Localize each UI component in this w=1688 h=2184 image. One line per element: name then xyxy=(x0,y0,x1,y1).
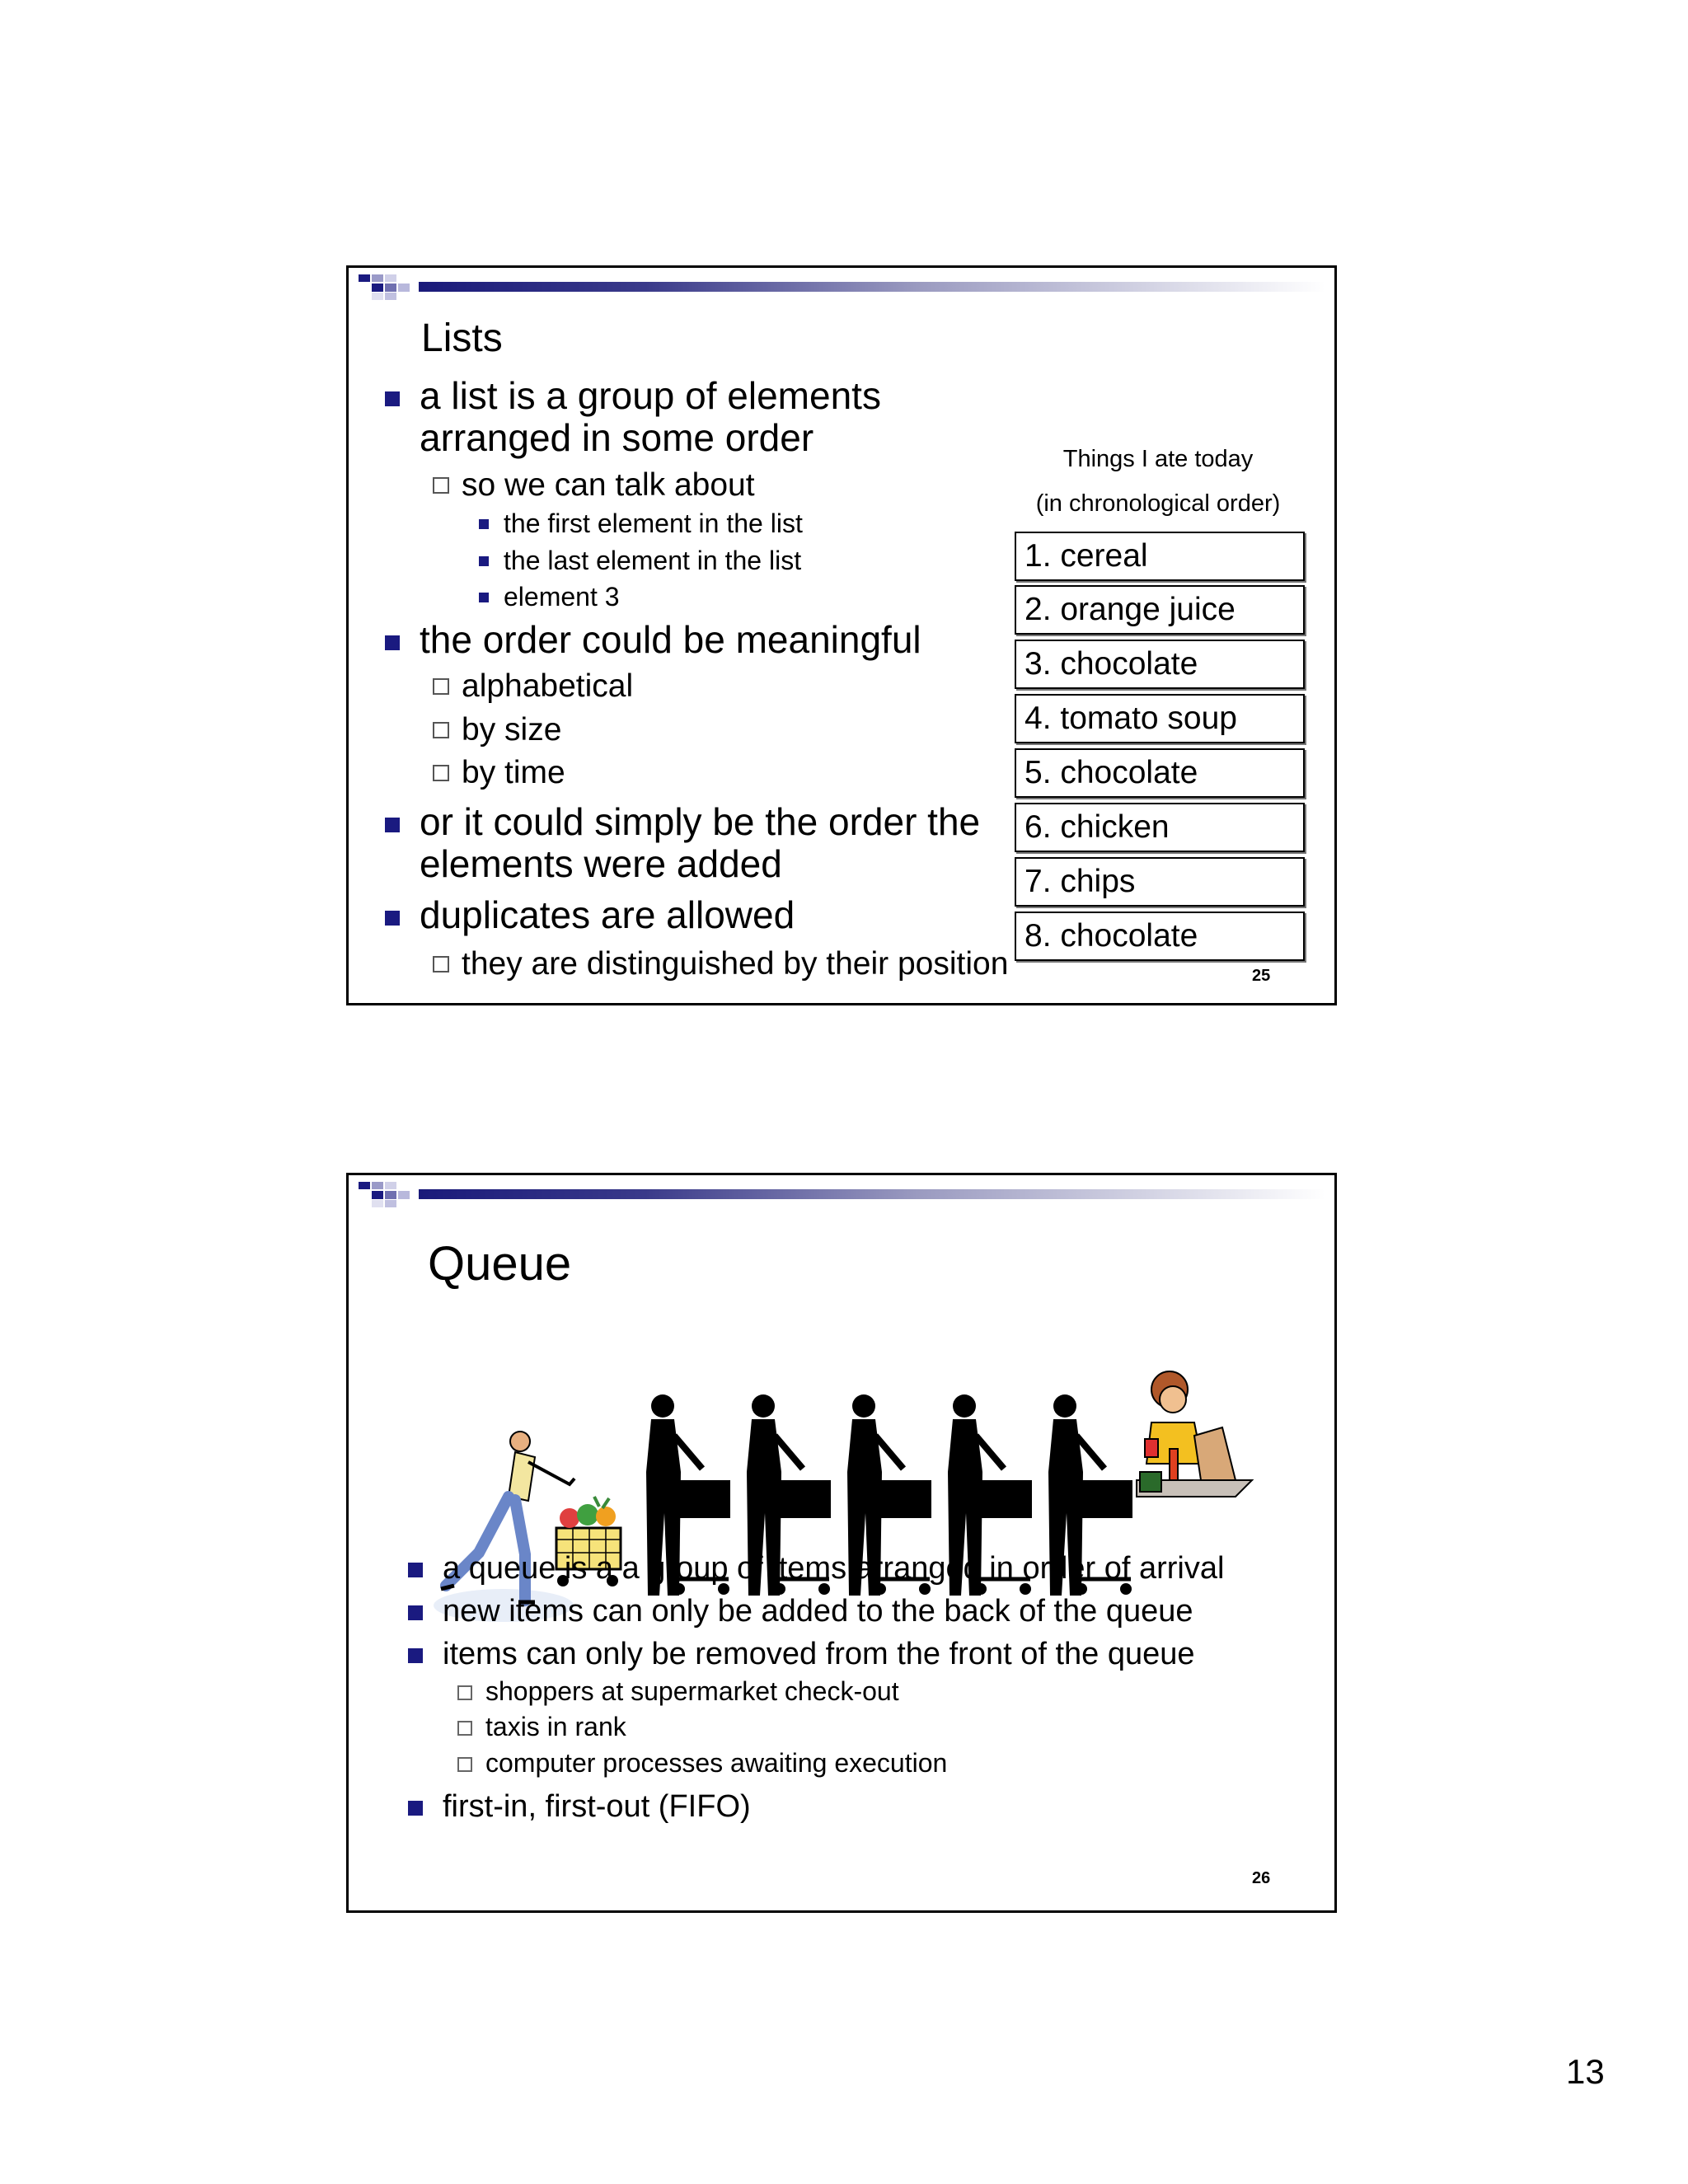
bullet-text: shoppers at supermarket check-out xyxy=(485,1676,899,1706)
list-item: 8. chocolate xyxy=(1015,912,1305,961)
bullet-text: taxis in rank xyxy=(485,1712,626,1741)
bullet-square-icon xyxy=(385,635,400,650)
bullet-square-icon xyxy=(479,556,489,566)
checkbox-bullet-icon xyxy=(433,477,449,494)
bullet-square-icon xyxy=(479,593,489,602)
slide-number: 26 xyxy=(1252,1869,1271,1887)
bullet-text: element 3 xyxy=(504,582,620,612)
bullet-text: the order could be meaningful xyxy=(420,618,921,661)
checkbox-bullet-icon xyxy=(433,722,449,738)
slide-number: 25 xyxy=(1252,967,1271,985)
slide-title: Lists xyxy=(421,316,503,360)
bullet-text: they are distinguished by their position xyxy=(462,946,1009,982)
bullet-square-icon xyxy=(385,818,400,832)
bullet-square-icon xyxy=(479,519,489,529)
list-item: 2. orange juice xyxy=(1015,585,1305,635)
checkbox-bullet-icon xyxy=(433,956,449,972)
bullet-square-icon xyxy=(408,1801,423,1816)
bullet-text: items can only be removed from the front of the queue xyxy=(443,1637,1195,1671)
list-item: 3. chocolate xyxy=(1015,640,1305,689)
bullet-text: alphabetical xyxy=(462,668,634,704)
bullet-text: computer processes awaiting execution xyxy=(485,1748,948,1778)
list-item: 7. chips xyxy=(1015,857,1305,907)
bullet-text: a list is a group of elements xyxy=(420,374,881,417)
list-item: 6. chicken xyxy=(1015,803,1305,852)
bullet-text: so we can talk about xyxy=(462,467,755,503)
list-caption: Things I ate today xyxy=(1062,446,1254,472)
bullet-text: arranged in some order xyxy=(420,416,814,459)
bullet-square-icon xyxy=(385,911,400,926)
slide-header-bar xyxy=(349,1175,1334,1208)
checkbox-bullet-icon xyxy=(457,1721,472,1736)
list-item: 4. tomato soup xyxy=(1015,694,1305,743)
checkbox-bullet-icon xyxy=(433,765,449,781)
bullet-square-icon xyxy=(408,1563,423,1577)
bullet-text: the last element in the list xyxy=(504,546,802,575)
page-number: 13 xyxy=(1566,2052,1605,2091)
bullet-text: elements were added xyxy=(420,842,782,885)
checkbox-bullet-icon xyxy=(433,678,449,695)
bullet-square-icon xyxy=(408,1605,423,1620)
cashier-icon xyxy=(1137,1371,1252,1497)
bullet-square-icon xyxy=(408,1648,423,1663)
bullet-text: the first element in the list xyxy=(504,509,803,538)
list-caption-subtitle: (in chronological order) xyxy=(1035,490,1281,517)
bullet-text: first-in, first-out (FIFO) xyxy=(443,1789,751,1824)
bullet-text: by time xyxy=(462,755,565,790)
bullet-text: duplicates are allowed xyxy=(420,893,795,936)
bullet-text: a queue is a a group of items arranged in order of arrival xyxy=(443,1551,1225,1586)
bullet-text: new items can only be added to the back of the queue xyxy=(443,1594,1193,1629)
slide-queue xyxy=(346,1173,1337,1913)
list-item: 1. cereal xyxy=(1015,532,1305,581)
bullet-text: by size xyxy=(462,712,562,748)
checkbox-bullet-icon xyxy=(457,1685,472,1700)
slide-header-bar xyxy=(349,268,1334,301)
list-item: 5. chocolate xyxy=(1015,748,1305,798)
bullet-text: or it could simply be the order the xyxy=(420,800,981,843)
slide-title: Queue xyxy=(428,1237,572,1291)
checkbox-bullet-icon xyxy=(457,1757,472,1772)
bullet-square-icon xyxy=(385,391,400,406)
slide-lists xyxy=(346,265,1337,1005)
